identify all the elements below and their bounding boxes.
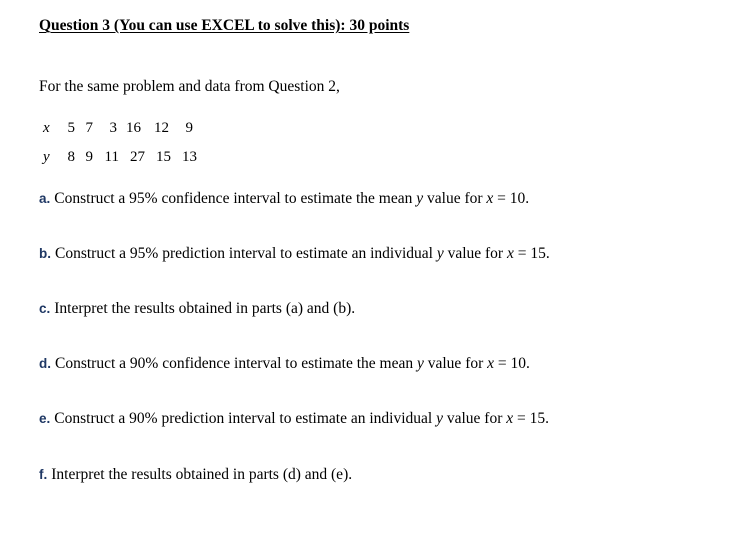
var-y: y — [416, 355, 424, 372]
question-text: value for — [423, 355, 488, 372]
x-value: 5 — [67, 120, 75, 136]
question-letter: c. — [39, 301, 51, 316]
question-letter: a. — [39, 191, 51, 206]
question-letter: e. — [39, 411, 51, 426]
y-value: 15 — [156, 149, 171, 165]
question-f — [39, 466, 352, 484]
x-value: 9 — [185, 120, 193, 136]
var-y: y — [436, 245, 444, 262]
x-value: 7 — [85, 120, 93, 136]
question-letter: f. — [39, 467, 48, 482]
question-d — [39, 355, 530, 373]
question-title: Question 3 (You can use EXCEL to solve this): 30 points — [39, 17, 410, 34]
x-label: x — [43, 120, 50, 136]
var-y: y — [436, 410, 443, 427]
data-row-y — [43, 149, 197, 166]
y-value: 9 — [85, 149, 93, 165]
y-value: 13 — [182, 149, 197, 165]
y-value: 11 — [104, 149, 119, 165]
question-text: value for — [443, 245, 507, 262]
y-value: 8 — [67, 149, 75, 165]
question-text: Interpret the results obtained in parts (d) and (e). — [51, 466, 353, 483]
question-letter: d. — [39, 356, 51, 371]
question-c — [39, 300, 355, 318]
question-text: Construct a 90% confidence interval to estimate the mean — [55, 355, 417, 372]
question-text: = 10. — [494, 355, 530, 372]
question-a — [39, 190, 529, 208]
var-x: x — [487, 355, 495, 372]
question-e — [39, 410, 549, 428]
data-row-x — [43, 120, 193, 137]
x-value: 3 — [109, 120, 117, 136]
y-value: 27 — [130, 149, 145, 165]
question-text: value for — [423, 190, 487, 207]
y-label: y — [43, 149, 50, 165]
intro-text: For the same problem and data from Question 2, — [39, 78, 340, 95]
var-y: y — [416, 190, 424, 207]
question-b — [39, 245, 550, 263]
var-x: x — [506, 410, 514, 427]
question-text: = 10. — [493, 190, 530, 207]
question-text: = 15. — [513, 410, 549, 427]
var-x: x — [486, 190, 494, 207]
question-text: Construct a 95% prediction interval to estimate an individual — [55, 245, 437, 262]
question-text: Construct a 90% prediction interval to estimate an individual — [54, 410, 437, 427]
question-text: value for — [442, 410, 507, 427]
question-letter: b. — [39, 246, 51, 261]
question-text: Interpret the results obtained in parts (a) and (b). — [54, 300, 356, 317]
question-text: = 15. — [513, 245, 550, 262]
question-text: Construct a 95% confidence interval to estimate the mean — [54, 190, 417, 207]
var-x: x — [506, 245, 514, 262]
x-value: 16 — [126, 120, 141, 136]
x-value: 12 — [154, 120, 169, 136]
